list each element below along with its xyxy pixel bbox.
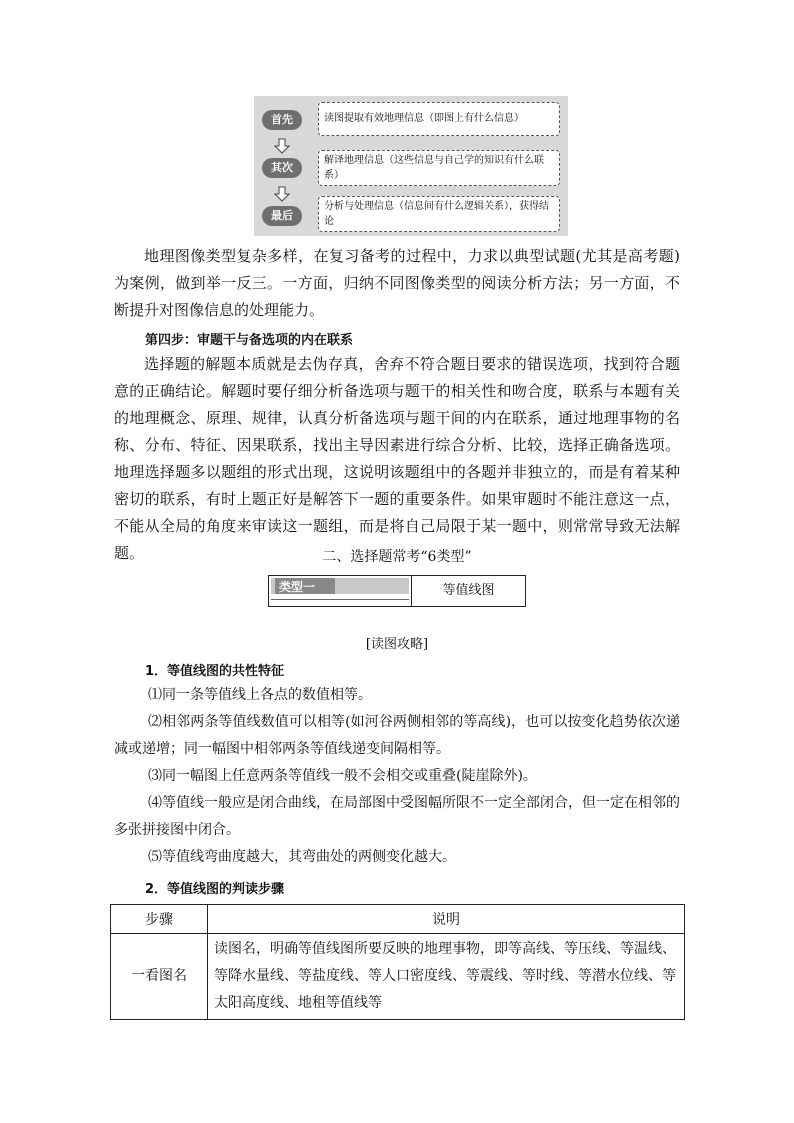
flow-step-last-label: 最后 — [262, 206, 302, 226]
common-heading: 1．等值线图的共性特征 — [145, 664, 285, 679]
type-tab-underline — [271, 599, 409, 600]
intro-paragraph: 地理图像类型复杂多样，在复习备考的过程中，力求以典型试题(尤其是高考题)为案例，做到举一反三。一方面，归纳不同图像类型的阅读分析方法；另一方面，不断提升对图像信息的处理能力。 — [114, 247, 680, 319]
flow-step-first-text: 读图提取有效地理信息（即图上有什么信息） — [318, 102, 560, 136]
table-header-desc: 说明 — [208, 905, 685, 934]
flow-step-second-label: 其次 — [262, 158, 302, 178]
table-cell-step: 一看图名 — [111, 934, 208, 1020]
type-box — [268, 575, 526, 607]
table-row — [111, 934, 685, 1020]
type-tab-area — [269, 576, 412, 606]
table-header-step: 步骤 — [111, 905, 208, 934]
steps-heading: 2．等值线图的判读步骤 — [145, 882, 285, 897]
step4-paragraph: 选择题的解题本质就是去伪存真，舍弃不符合题目要求的错误选项，找到符合题意的正确结论。解题时要仔细分析备选项与题干的相关性和吻合度，联系与本题有关的地理概念、原理、规律，认真分析备选项与题干间的内在联系，通过地理事物的名称、分布、特征、因果联系，找出主导因素进行综合分析、比较，选择正确备选项。地理选择题多以题组的形式出现，这说明该题组中的各题并非独立的，而是有着某种密切的联系，有时上题正好是解答下一题的重要条件。如果审题时不能注意这一点，不能从全局的角度来审读这一题组，而是将自己局限于某一题中，则常常导致无法解题。 — [114, 355, 680, 562]
common-item-1: ⑴同一条等值线上各点的数值相等。 — [148, 687, 372, 703]
common-item-4: ⑷等值线一般应是闭合曲线，在局部图中受图幅所限不一定全部闭合，但一定在相邻的多张拼接图中闭合。 — [114, 795, 680, 838]
flow-step-second-text: 解译地理信息（这些信息与自己学的知识有什么联系） — [318, 150, 560, 186]
step4-heading: 第四步：审题干与备选项的内在联系 — [145, 333, 354, 348]
table-cell-desc: 读图名，明确等值线图所要反映的地理事物，即等高线、等压线、等温线、等降水量线、等盐度线、等人口密度线、等震线、等时线、等潜水位线、等太阳高度线、地租等值线等 — [208, 934, 685, 1020]
common-item-3: ⑶同一幅图上任意两条等值线一般不会相交或重叠(陡崖除外)。 — [148, 768, 537, 784]
type-name: 等值线图 — [442, 583, 495, 598]
type-tab-label: 类型一 — [275, 578, 335, 594]
down-arrow-icon — [274, 186, 290, 202]
common-item-2: ⑵相邻两条等值线数值可以相等(如河谷两侧相邻的等高线)，也可以按变化趋势依次递减或递增；同一幅图中相邻两条等值线递变间隔相等。 — [114, 714, 680, 757]
table-header-row — [111, 905, 685, 934]
flow-step-last-text: 分析与处理信息（信息间有什么逻辑关系），获得结论 — [318, 196, 560, 232]
common-item-5: ⑸等值线弯曲度越大，其弯曲处的两侧变化越大。 — [148, 849, 456, 865]
steps-table — [110, 904, 685, 1020]
down-arrow-icon — [274, 138, 290, 154]
section-title: 二、选择题常考“6类型” — [322, 549, 472, 565]
flow-diagram — [254, 96, 568, 236]
flow-step-first-label: 首先 — [262, 110, 302, 130]
reading-title: [读图攻略] — [365, 637, 429, 652]
